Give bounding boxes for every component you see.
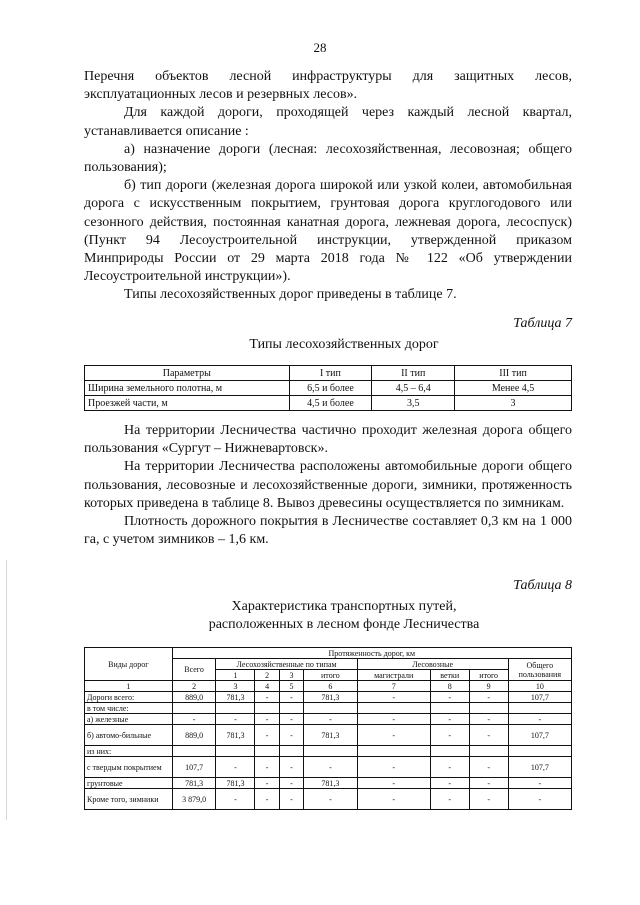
table-cell [304,746,358,757]
table-header-cell: Параметры [85,366,290,381]
table-cell [508,703,571,714]
table-cell: - [469,757,508,778]
table-header-cell: I тип [289,366,372,381]
table-cell: - [469,692,508,703]
table-cell: - [216,789,255,810]
table-cell: 6,5 и более [289,381,372,396]
table-cell: - [279,725,303,746]
table-cell: - [255,778,279,789]
table-cell: 4,5 и более [289,396,372,411]
table-cell: - [508,778,571,789]
table-cell [255,703,279,714]
table-header-cell: Лесовозные [357,659,508,670]
table-cell [172,746,216,757]
table-cell: 4,5 – 6,4 [372,381,455,396]
table-cell: 781,3 [304,725,358,746]
table-cell: 781,3 [216,692,255,703]
table-cell: Дороги всего: [85,692,173,703]
table-cell: 3 [216,681,255,692]
table-header-cell: итого [304,670,358,681]
table-cell: - [357,714,430,725]
table-header-cell: Лесохозяйственные по типам [216,659,357,670]
paragraph: На территории Лесничества расположены автомобильные дороги общего пользования, лесовозные и лесохозяйственные дороги, зимники, протяженность которых приведена в таблице 8. Вывоз древесины осуществляется по зимникам. [84,459,572,511]
table-cell: - [469,714,508,725]
table-cell: - [430,778,469,789]
table-cell [357,746,430,757]
body-text-middle [84,422,572,549]
table-cell [430,703,469,714]
table-cell: - [469,778,508,789]
table-cell: 5 [279,681,303,692]
table-cell: - [304,757,358,778]
table-cell: с твердым покрытием [85,757,173,778]
table-cell [469,703,508,714]
table-cell: из них: [85,746,173,757]
table-cell: 781,3 [216,725,255,746]
table-cell: - [279,789,303,810]
table-cell: в том числе: [85,703,173,714]
table-cell: - [357,789,430,810]
table7-caption: Таблица 7 [513,316,572,331]
table-cell: 107,7 [508,757,571,778]
table-cell: - [304,714,358,725]
table-cell: б) автомо-бильные [85,725,173,746]
paragraph: б) тип дороги (железная дорога широкой или узкой колеи, автомобильная дорога с искусственным покрытием, грунтовая дорога круглогодового или сезонного действия, постоянная канатная дорога, лежневая дорога, лесоспуск) (Пункт 94 Лесоустроительной инструкции, утвержденной приказом Минприроды России от 29 марта 2018 года № 122 «Об утверждении Лесоустроительной инструкции»). [84,178,572,285]
table-cell: Менее 4,5 [455,381,572,396]
table7-title: Типы лесохозяйственных дорог [249,337,439,352]
table-cell: - [357,778,430,789]
table-header-cell: III тип [455,366,572,381]
table-cell: 781,3 [304,692,358,703]
table-header-cell: итого [469,670,508,681]
table-row [85,789,572,810]
table-column-numbers [85,681,572,692]
paragraph: На территории Лесничества частично проходит железная дорога общего пользования «Сургут – Нижневартовск». [84,423,572,457]
table-header-cell: ветки [430,670,469,681]
table-cell: - [430,714,469,725]
table-cell: Проезжей части, м [85,396,290,411]
table8-title-line: Характеристика транспортных путей, [231,599,457,614]
table-cell [216,703,255,714]
table-cell: - [279,714,303,725]
table-row [85,725,572,746]
table-cell: - [172,714,216,725]
table-cell: Ширина земельного полотна, м [85,381,290,396]
table-cell [216,746,255,757]
table-cell: 7 [357,681,430,692]
table-cell: 107,7 [172,757,216,778]
table-cell: - [255,725,279,746]
table-cell [430,746,469,757]
table-cell: 107,7 [508,725,571,746]
table-header-cell: Всего [172,659,216,681]
table-cell: грунтовые [85,778,173,789]
table-header-cell: 1 [216,670,255,681]
table-cell: 889,0 [172,725,216,746]
table-cell: - [508,789,571,810]
table-cell: - [255,714,279,725]
table-cell: 781,3 [304,778,358,789]
table-cell: 6 [304,681,358,692]
table-cell: 889,0 [172,692,216,703]
table8-title [84,598,604,634]
table-cell: - [279,692,303,703]
table-row [85,692,572,703]
table-row [85,703,572,714]
paragraph: Плотность дорожного покрытия в Лесничестве составляет 0,3 км на 1 000 га, с учетом зимников – 1,6 км. [84,514,572,548]
table-row [85,714,572,725]
table-row [85,778,572,789]
table-cell: - [304,789,358,810]
table-cell: 781,3 [216,778,255,789]
table-row [85,746,572,757]
table-header-cell: магистрали [357,670,430,681]
table-cell: - [216,757,255,778]
table-cell: 10 [508,681,571,692]
table7 [84,365,572,411]
table8 [84,647,572,810]
table-cell [357,703,430,714]
table-cell: - [255,789,279,810]
page-number: 28 [313,40,327,55]
table-cell: - [430,692,469,703]
table-cell: 8 [430,681,469,692]
paragraph: Типы лесохозяйственных дорог приведены в таблице 7. [124,287,457,303]
table8-title-line: расположенных в лесном фонде Лесничества [208,617,480,632]
table-cell: - [279,778,303,789]
table-cell: - [430,725,469,746]
table-cell [304,703,358,714]
table-cell: - [216,714,255,725]
paragraph: Для каждой дороги, проходящей через каждый лесной квартал, устанавливается описание : [84,105,572,139]
table-cell: 3 879,0 [172,789,216,810]
table-cell: Кроме того, зимники [85,789,173,810]
body-text-top [84,68,572,305]
table-cell: 3,5 [372,396,455,411]
table-cell: - [430,789,469,810]
table-cell: 4 [255,681,279,692]
table-cell: - [357,757,430,778]
scan-margin-line [6,560,7,820]
table-cell: - [357,725,430,746]
table-row [85,381,572,396]
table-cell: 2 [172,681,216,692]
table-cell [255,746,279,757]
table-header-cell: Общего пользования [508,659,571,681]
table-cell: - [430,757,469,778]
table8-caption: Таблица 8 [513,578,572,593]
table-cell: - [469,725,508,746]
table-cell: - [255,692,279,703]
table-cell: 107,7 [508,692,571,703]
table-header-cell: Протяженность дорог, км [172,648,571,659]
table-cell [172,703,216,714]
table-header-cell: 3 [279,670,303,681]
paragraph: а) назначение дороги (лесная: лесохозяйственная, лесовозная; общего пользования); [84,141,572,176]
table-header-cell: 2 [255,670,279,681]
table-cell [279,703,303,714]
table-cell [469,746,508,757]
table-cell: - [357,692,430,703]
table-cell [508,746,571,757]
table-cell: - [469,789,508,810]
table-header-cell: Виды дорог [85,648,173,681]
table-cell: 9 [469,681,508,692]
table-cell: - [508,714,571,725]
table-cell: - [255,757,279,778]
table-cell: 781,3 [172,778,216,789]
table-cell: 3 [455,396,572,411]
table-cell [279,746,303,757]
table-cell: 1 [85,681,173,692]
table-cell: а) железные [85,714,173,725]
paragraph: Перечня объектов лесной инфраструктуры для защитных лесов, эксплуатационных лесов и резервных лесов». [84,69,572,103]
table-cell: - [279,757,303,778]
table-header-cell: II тип [372,366,455,381]
table-row [85,396,572,411]
table-row [85,757,572,778]
